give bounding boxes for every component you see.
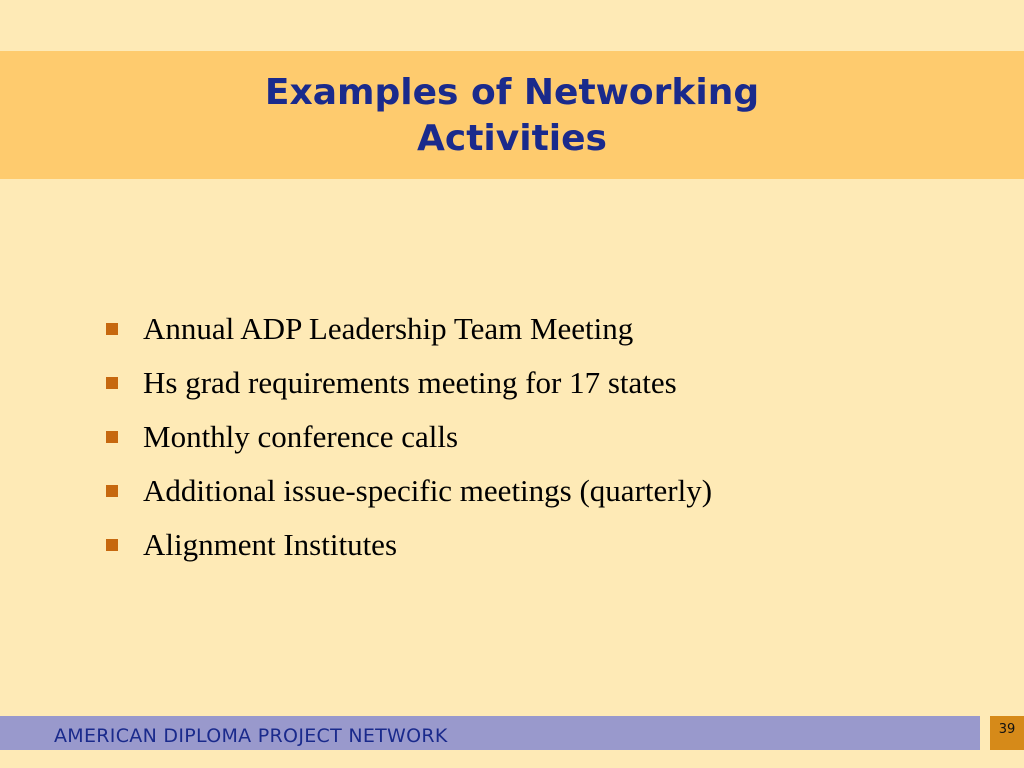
bullet-text: Annual ADP Leadership Team Meeting: [143, 311, 634, 346]
slide-title-line-1: Examples of Networking: [264, 72, 760, 113]
slide-title: [0, 70, 1024, 162]
list-item: [106, 302, 712, 356]
bullet-text: Hs grad requirements meeting for 17 states: [143, 365, 677, 400]
footer-text: AMERICAN DIPLOMA PROJECT NETWORK: [54, 725, 448, 747]
bullet-list: [106, 302, 712, 572]
slide-title-line-2: Activities: [417, 118, 607, 159]
list-item: [106, 464, 712, 518]
bullet-text: Additional issue-specific meetings (quarterly): [143, 473, 713, 508]
list-item: [106, 356, 712, 410]
square-bullet-icon: [106, 539, 118, 551]
bullet-text: Alignment Institutes: [143, 527, 398, 562]
square-bullet-icon: [106, 377, 118, 389]
list-item: [106, 518, 712, 572]
list-item: [106, 410, 712, 464]
page-number: 39: [998, 722, 1016, 737]
bullet-text: Monthly conference calls: [143, 419, 459, 454]
square-bullet-icon: [106, 431, 118, 443]
square-bullet-icon: [106, 323, 118, 335]
square-bullet-icon: [106, 485, 118, 497]
